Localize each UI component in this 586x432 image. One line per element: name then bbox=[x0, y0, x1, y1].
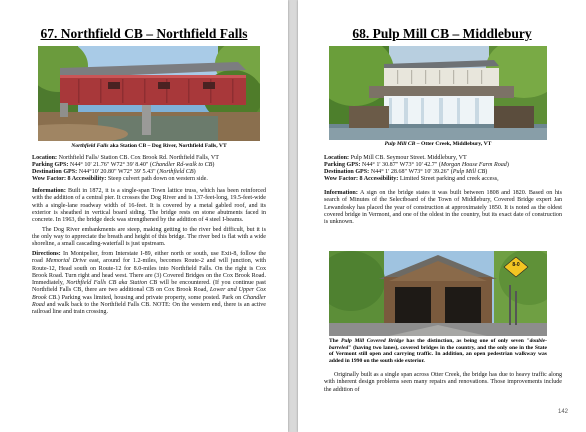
wow-label: Wow Factor: bbox=[32, 176, 67, 183]
directions-text: will be encountered. (If you continue past Northfield Falls CB, there are two additional CB on Cox Brook Road, bbox=[32, 280, 266, 294]
right-page bbox=[298, 0, 586, 432]
destination-value: N44° 1' 28.68" W73° 10' 39.26" ( bbox=[369, 169, 453, 176]
destination-note: Northfield CB bbox=[159, 169, 194, 176]
parking-line: Parking GPS: N44° 1' 30.87" W73° 10' 42.7" (Morgan House Farm Road) bbox=[324, 162, 509, 169]
wow-factor-line bbox=[324, 176, 562, 183]
photo-caption bbox=[329, 141, 547, 148]
page-title: 68. Pulp Mill CB – Middlebury bbox=[352, 26, 532, 41]
caption-text: – Otter Creek, Middlebury, VT bbox=[415, 141, 492, 147]
information-paragraph bbox=[324, 190, 562, 226]
wow-value: 8 Accessibility: bbox=[358, 176, 399, 183]
directions-bridge-name: Northfield Falls CB aka Station CB bbox=[66, 280, 158, 286]
location-label: Location: bbox=[32, 155, 58, 161]
parking-line: Parking GPS: N44° 10' 21.76" W72° 39' 8.40" (Chandler Rd-walk to CB) bbox=[32, 162, 215, 169]
directions-bridge-name: Lower and Upper Cox Brook CB bbox=[32, 287, 266, 301]
bridge-illustration bbox=[38, 46, 260, 141]
destination-note: Pulp Mill CB bbox=[452, 169, 486, 176]
river-paragraph: The Dog River embankments are steep, making getting to the river bed difficult, but it is the only way to appreciate the breath and height of this bridge. The river bed is flat with a wide shoreline, a small cascading-waterfall is just upstream. bbox=[32, 226, 266, 248]
parking-note: Chandler Rd-walk to CB bbox=[151, 162, 213, 169]
information-text: A sign on the bridge states it was built between 1808 and 1820. Based on his search of Minutes of the Selectboard of the Town of Middlebury, Covered Bridge expert Jan Lewandosky has placed the year of construction at approximately 1850. It is noted as the oldest covered bridge in Vermont, and one of the oldest in the country, but its exact date of construction is unknown. bbox=[324, 190, 562, 225]
northfield-bridge-photo bbox=[38, 46, 260, 141]
location-value: Pulp Mill CB. Seymour Street. Middlebury, VT bbox=[349, 155, 467, 161]
caption-quote: "double-barreled" bbox=[329, 338, 547, 351]
left-page bbox=[0, 0, 288, 432]
clearance-sign: 8-0 bbox=[512, 262, 520, 268]
directions-text: east, around for 1.2-miles, becomes Route-2 and will junction, with Route-12, Head south on Route-12 for 8.0-miles into Northfield Falls. On the right is Cox Brook Road. Turn right and head west. There are (3) Covered Bridges on the Cox Brook Road. Immediately, bbox=[32, 258, 266, 286]
information-label: Information: bbox=[32, 188, 66, 194]
wow-rest: Steep culvert path down on western side. bbox=[106, 176, 208, 183]
parking-label: Parking GPS: bbox=[32, 162, 69, 169]
wow-label: Wow Factor: bbox=[324, 176, 359, 183]
destination-line: Destination GPS: N44° 1' 28.68" W73° 10' 39.26" (Pulp Mill CB) bbox=[324, 169, 488, 176]
bridge-description bbox=[32, 188, 266, 319]
location-value: Northfield Falls/ Station CB. Cox Brook Rd. Northfield Falls, VT bbox=[57, 155, 219, 161]
caption-text: The bbox=[329, 338, 341, 344]
location-label: Location: bbox=[324, 155, 350, 161]
directions-road-name: Chandler Road bbox=[32, 294, 267, 308]
information-paragraph bbox=[32, 188, 266, 224]
information-text: Built in 1872, it is a single-span Town lattice truss, which has been reinforced with the addition of a central pier. It crosses the Dog River and is 137-feet-long, 19.5-feet-wide with a single-lane roadway width of 16-feet. It is covered by a metal gabled roof, and its exterior is sheathed in vertical board siding. The bridge rests on stone abutments faced in concrete. In 1963, the bridge deck was strengthened by the addition of 4 steel I-beams. bbox=[32, 188, 266, 223]
directions-label: Directions: bbox=[32, 251, 61, 257]
destination-label: Destination GPS: bbox=[324, 169, 370, 176]
destination-label: Destination GPS: bbox=[32, 169, 78, 176]
caption-text: aka Station CB – Dog River, Northfield Falls, VT bbox=[108, 143, 227, 149]
bridge-description bbox=[324, 190, 562, 229]
directions-text: .) Parking was limited, housing and private property, some posted. Park on bbox=[56, 294, 243, 301]
parking-value: N44° 10' 21.76" W72° 39' 8.40" ( bbox=[68, 162, 152, 169]
caption-bridge-name: Pulp Mill Covered Bridge bbox=[340, 338, 404, 344]
pulp-mill-waterfall-photo bbox=[329, 46, 547, 140]
caption-text: has the distinction, as being one of only seven bbox=[403, 338, 527, 344]
destination-value: N44°10' 20.80" W72° 39' 5.43" ( bbox=[77, 169, 160, 176]
history-paragraph: Originally built as a single span across Otter Creek, the bridge has due to heavy traffic along with inherent design problems seen many repairs and renovations. Those improvements include the addition of bbox=[324, 372, 562, 393]
wow-factor-line bbox=[32, 176, 266, 183]
photo-caption-long bbox=[329, 338, 547, 364]
directions-text: In Montpelier, from Interstate I-89, either north or south, use Exit-8, follow the road bbox=[32, 251, 266, 265]
parking-label: Parking GPS: bbox=[324, 162, 361, 169]
parking-note: Morgan House Farm Road bbox=[440, 162, 507, 169]
caption-bridge-name: Pulp Mill CB bbox=[384, 141, 416, 147]
page-number: 142 bbox=[557, 409, 568, 415]
page-title: 67. Northfield CB – Northfield Falls bbox=[40, 26, 248, 41]
directions-road-name: Memorial Drive bbox=[45, 258, 87, 265]
bridge-info-block bbox=[324, 155, 562, 183]
wow-rest: Limited Street parking and creek access, bbox=[398, 176, 499, 183]
bridge-history bbox=[324, 372, 562, 396]
directions-paragraph bbox=[32, 251, 266, 316]
directions-text: and walk back to the Northfield Falls CB. NOTE: On the western end, there is an active railroad line and train crossing. bbox=[32, 301, 266, 315]
caption-text: (having two lanes), covered bridges in the country, and the only one in the State of Vermont still open and carrying traffic. In addition, an open pedestrian walkway was added in 1990 on the south side exterior. bbox=[329, 344, 547, 364]
wow-value: 8 Accessibility: bbox=[66, 176, 107, 183]
waterfall-illustration bbox=[329, 46, 547, 140]
double-barreled-bridge-photo bbox=[329, 251, 547, 336]
parking-value: N44° 1' 30.87" W73° 10' 42.7" ( bbox=[360, 162, 441, 169]
information-label: Information: bbox=[324, 190, 358, 196]
destination-line: Destination GPS: N44°10' 20.80" W72° 39' 5.43" (Northfield CB) bbox=[32, 169, 196, 176]
photo-caption bbox=[38, 143, 260, 150]
bridge-info-block bbox=[32, 155, 266, 183]
caption-bridge-name: Northfield Falls bbox=[71, 143, 109, 149]
